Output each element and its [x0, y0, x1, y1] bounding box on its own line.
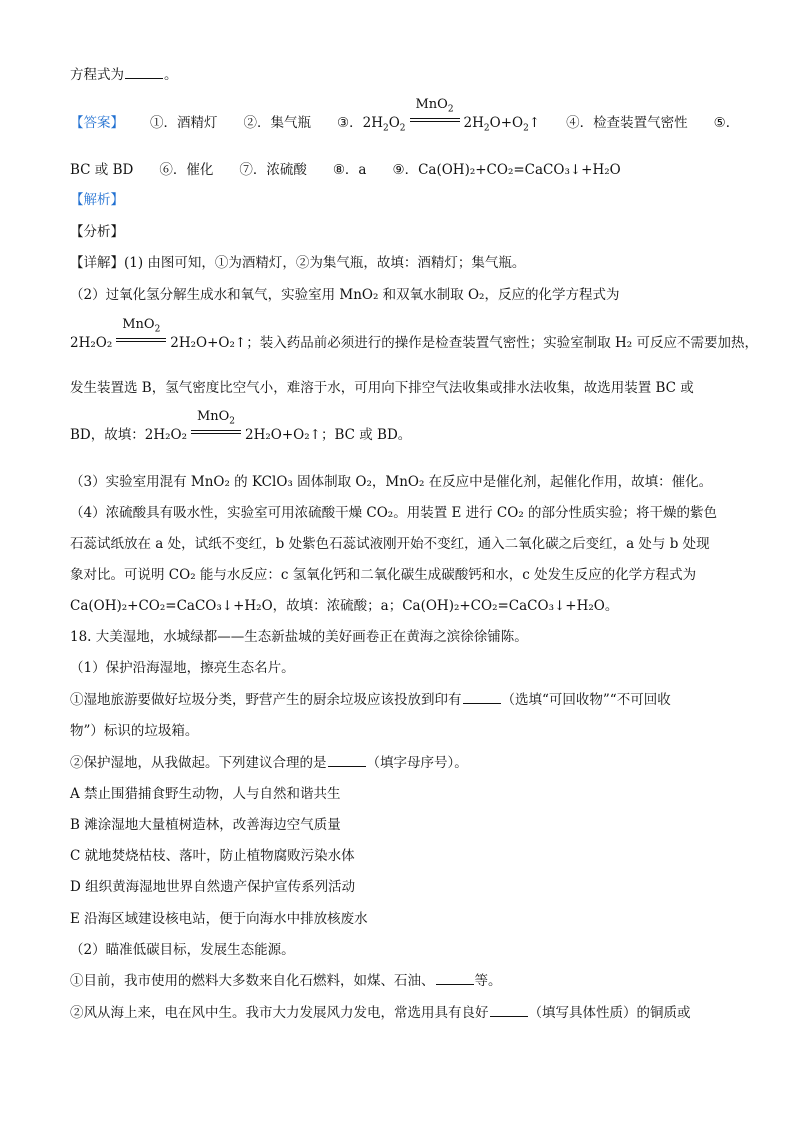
- paragraph-line: （2）过氧化氢分解生成水和氧气，实验室用 MnO₂ 和双氧水制取 O₂，反应的化学方程式为: [70, 287, 620, 303]
- answer-blank: [125, 66, 163, 79]
- answer-item: ⑥．催化: [159, 162, 214, 178]
- question-line: ①湿地旅游要做好垃圾分类，野营产生的厨余垃圾应该投放到印有 （选填“可回收物”“不可回收: [70, 692, 671, 708]
- answer-item: BC 或 BD: [70, 162, 134, 178]
- paragraph-line: （3）实验室用混有 MnO₂ 的 KClO₃ 固体制取 O₂，MnO₂ 在反应中是催化剂，起催化作用，故填：催化。: [70, 474, 713, 490]
- paragraph-line: 发生装置选 B，氢气密度比空气小，难溶于水，可用向下排空气法收集或排水法收集，故选用装置 BC 或: [70, 380, 694, 396]
- answer-item: ⑧．a: [332, 162, 367, 178]
- answer-item: ⑤．: [713, 115, 740, 131]
- option-e: E 沿海区域建设核电站，便于向海水中排放核废水: [70, 911, 368, 927]
- question-line: ②保护湿地，从我做起。下列建议合理的是 （填字母序号）。: [70, 755, 468, 771]
- text: 。: [164, 67, 178, 83]
- option-d: D 组织黄海湿地世界自然遗产保护宣传系列活动: [70, 879, 356, 895]
- question-title: 18. 大美湿地，水城绿都——生态新盐城的美好画卷正在黄海之滨徐徐铺陈。: [70, 629, 528, 645]
- fenxi-label: 【分析】: [70, 224, 124, 240]
- text-line: [70, 65, 733, 85]
- question-line: ①目前，我市使用的燃料大多数来自化石燃料，如煤、石油、 等。: [70, 973, 502, 989]
- question-line: ②风从海上来，电在风中生。我市大力发展风力发电，常选用具有良好 （填写具体性质）的铜质或: [70, 1005, 691, 1021]
- catalyst-arrow: MnO$_2$: [408, 115, 462, 127]
- option-a: A 禁止围猎捕食野生动物，人与自然和谐共生: [70, 786, 341, 802]
- question-line: （1）保护沿海湿地，擦亮生态名片。: [70, 660, 295, 676]
- catalyst-arrow: MnO$_2$: [114, 335, 168, 347]
- answer-equation: ③．$2H_2O_2$ MnO$_2$ $2H_2O+O_2↑$: [337, 97, 541, 134]
- answer-item: ④．检查装置气密性: [566, 115, 688, 131]
- answer-blank: [328, 754, 366, 767]
- paragraph-line: 2H₂O₂ MnO$_2$ 2H₂O+O₂↑；装入药品前必须进行的操作是检查装置气密性；实验室制取 H₂ 可反应不需要加热，: [70, 317, 758, 351]
- paragraph-line: 【详解】(1) 由图可知，①为酒精灯，②为集气瓶，故填：酒精灯；集气瓶。: [70, 255, 526, 271]
- answer-item: ①．酒精灯: [150, 115, 218, 131]
- answer-blank: [490, 1004, 528, 1017]
- option-c: C 就地焚烧枯枝、落叶，防止植物腐败污染水体: [70, 848, 355, 864]
- answer-label: 【答案】: [70, 115, 124, 131]
- answer-line: [70, 97, 740, 139]
- paragraph-line: （4）浓硫酸具有吸水性，实验室可用浓硫酸干燥 CO₂。用装置 E 进行 CO₂ 的部分性质实验；将干燥的紫色: [70, 505, 718, 521]
- answer-item: ⑨．Ca(OH)₂+CO₂=CaCO₃↓+H₂O: [392, 162, 621, 178]
- answer-item: ②．集气瓶: [243, 115, 311, 131]
- answer-item: ⑦．浓硫酸: [239, 162, 307, 178]
- paragraph-line: Ca(OH)₂+CO₂=CaCO₃↓+H₂O，故填：浓硫酸；a；Ca(OH)₂+CO₂=CaCO₃↓+H₂O。: [70, 598, 619, 614]
- paragraph-line: 石蕊试纸放在 a 处，试纸不变红，b 处紫色石蕊试液刚开始不变红，通入二氧化碳之后变红，a 处与 b 处现: [70, 536, 710, 552]
- jiexi-label: 【解析】: [70, 192, 124, 208]
- answer-blank: [436, 972, 474, 985]
- answer-blank: [463, 691, 501, 704]
- paragraph-line: BD，故填：2H₂O₂ MnO$_2$ 2H₂O+O₂↑；BC 或 BD。: [70, 409, 412, 443]
- question-line: 物”）标识的垃圾箱。: [70, 723, 199, 739]
- option-b: B 滩涂湿地大量植树造林，改善海边空气质量: [70, 817, 341, 833]
- question-line: （2）瞄准低碳目标，发展生态能源。: [70, 942, 295, 958]
- text: 方程式为: [70, 67, 124, 83]
- answer-line: [70, 160, 733, 180]
- catalyst-arrow: MnO$_2$: [189, 427, 243, 439]
- paragraph-line: 象对比。可说明 CO₂ 能与水反应：c 氢氧化钙和二氧化碳生成碳酸钙和水，c 处发生反应的化学方程式为: [70, 567, 697, 583]
